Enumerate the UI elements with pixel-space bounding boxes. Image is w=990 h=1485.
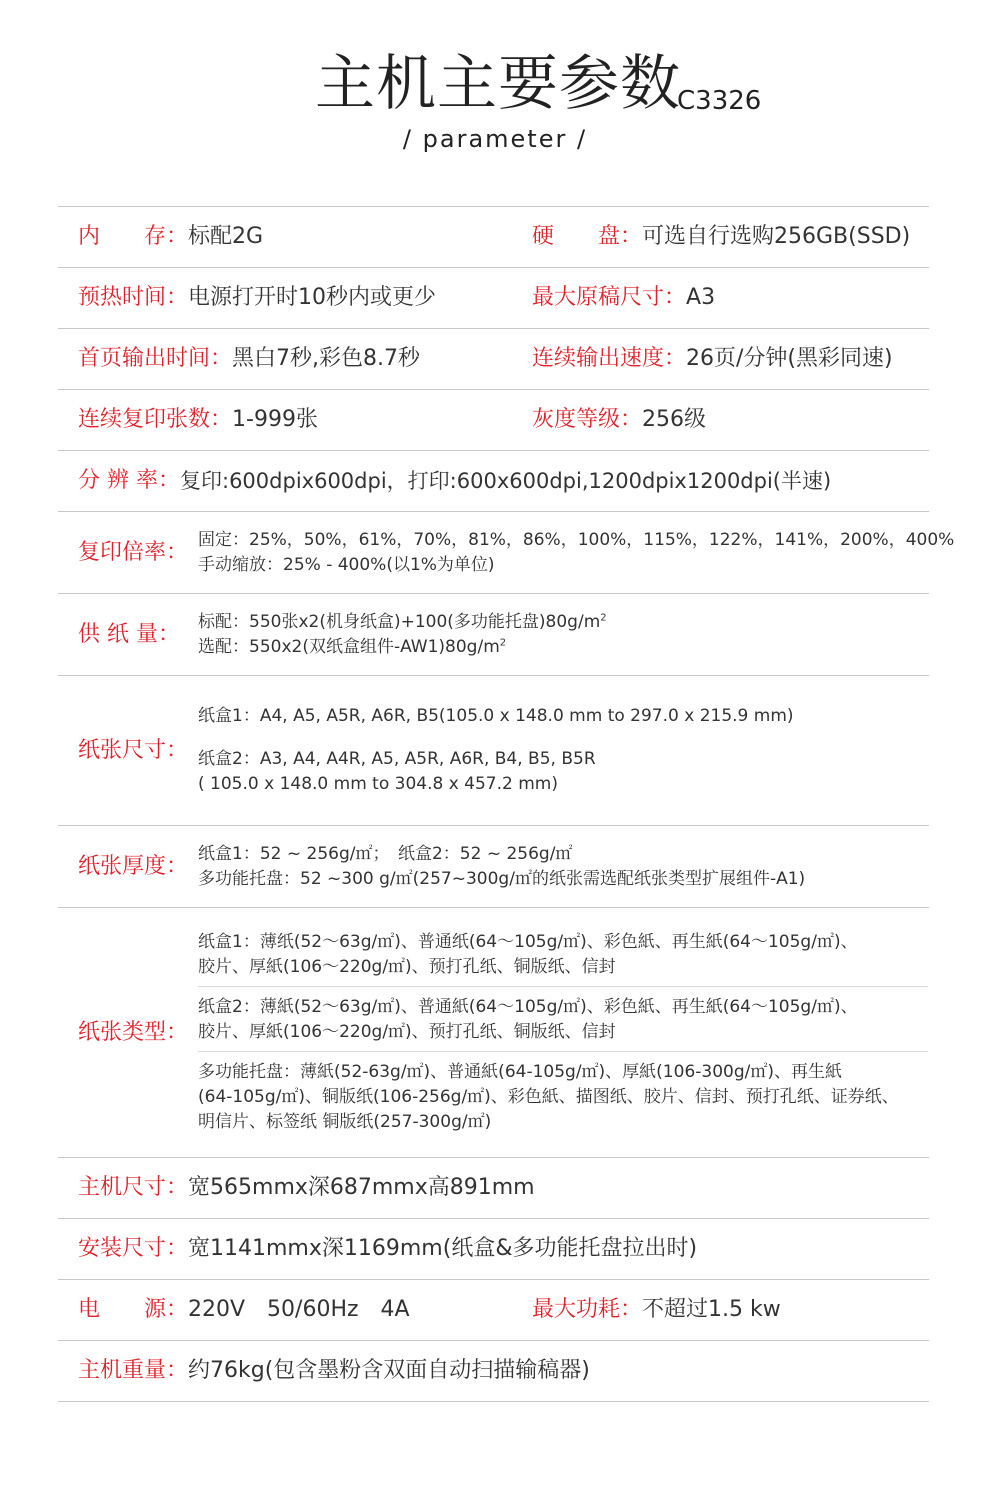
- superscript: 2: [499, 636, 507, 648]
- spec-value: 标配2G: [188, 224, 264, 249]
- spec-value-line: 纸盒1：A4, A5, A5R, A6R, B5(105.0 x 148.0 mm to 297.0 x 215.9 mm): [198, 706, 794, 726]
- spec-value: 1-999张: [232, 407, 318, 432]
- spec-memory: [78, 207, 263, 267]
- spec-warmup: [78, 268, 436, 328]
- spec-value: 可选自行选购256GB(SSD): [642, 224, 911, 249]
- spec-row-resolution: [58, 451, 929, 512]
- spec-value: 宽565mmx深687mmx高891mm: [188, 1175, 535, 1200]
- spec-value-line: 胶片、厚紙(106～220g/㎡)、预打孔纸、铜版纸、信封: [198, 1022, 616, 1042]
- spec-row-body-size: [58, 1158, 929, 1219]
- spec-value: 电源打开时10秒内或更少: [188, 285, 437, 310]
- spec-speed: [532, 329, 893, 389]
- spec-value-line: 胶片、厚紙(106～220g/㎡)、预打孔纸、铜版纸、信封: [198, 957, 616, 977]
- spec-row-warmup: [58, 268, 929, 329]
- spec-label: 灰度等级：: [532, 407, 643, 432]
- spec-max-original: [532, 268, 715, 328]
- spec-value-text: 标配：550张x2(机身纸盒)+100(多功能托盘)80g/m: [198, 611, 601, 632]
- spec-label: 连续输出速度：: [532, 346, 687, 371]
- model-number: C3326: [677, 86, 762, 116]
- spec-label: 硬 盘：: [532, 224, 643, 249]
- spec-row-memory-hdd: [58, 207, 929, 268]
- spec-row-continuous: [58, 390, 929, 451]
- spec-value: 黑白7秒,彩色8.7秒: [232, 346, 420, 371]
- spec-label: 纸张类型：: [78, 1019, 189, 1045]
- page-title: 主机主要参数: [315, 49, 681, 119]
- divider: [198, 1051, 928, 1052]
- spec-value-line: 多功能托盘：薄紙(52-63g/㎡)、普通紙(64-105g/㎡)、厚紙(106-300g/㎡)、再生紙: [198, 1062, 842, 1082]
- spec-resolution: [78, 451, 831, 511]
- spec-value: A3: [686, 285, 716, 310]
- spec-value-line: [198, 635, 607, 660]
- spec-label: 纸张厚度：: [78, 853, 189, 879]
- spec-hdd: [532, 207, 910, 267]
- spec-row-zoom: [58, 512, 955, 594]
- spec-value: 约76kg(包含墨粉含双面自动扫描输稿器): [188, 1358, 590, 1383]
- spec-value-line: 手动缩放：25% - 400%(以1%为单位): [198, 554, 495, 575]
- spec-label: 最大原稿尺寸：: [532, 285, 687, 310]
- spec-value-line: 纸盒2：薄紙(52～63g/㎡)、普通紙(64～105g/㎡)、彩色紙、再生紙(64～105g/㎡)、: [198, 997, 858, 1017]
- spec-label: 复印倍率：: [78, 539, 189, 565]
- spec-paper-type-values: [198, 908, 928, 1157]
- spec-value: 不超过1.5 kw: [642, 1297, 781, 1322]
- spec-label: 内 存：: [78, 224, 189, 249]
- spec-row-weight: [58, 1341, 929, 1402]
- spec-label-wrap: [78, 676, 188, 825]
- spec-value: 复印:600dpix600dpi，打印:600x600dpi,1200dpix1200dpi(半速): [180, 469, 832, 493]
- spec-body-size: [78, 1158, 535, 1218]
- spec-row-power: [58, 1280, 929, 1341]
- spec-label-wrap: [78, 512, 188, 593]
- spec-label-wrap: [78, 594, 180, 675]
- superscript: 2: [600, 611, 607, 623]
- spec-power: [78, 1280, 410, 1340]
- spec-label: 首页输出时间：: [78, 346, 233, 371]
- spec-label: 纸张尺寸：: [78, 737, 189, 763]
- spec-row-paper-size: [58, 676, 929, 826]
- divider: [198, 986, 928, 987]
- spec-label: 供 纸 量：: [78, 621, 180, 647]
- spec-value-line: 纸盒2：A3, A4, A4R, A5, A5R, A6R, B4, B5, B5R: [198, 749, 596, 769]
- spec-label: 最大功耗：: [532, 1297, 643, 1322]
- spec-row-paper-supply: [58, 594, 929, 676]
- spec-value: 26页/分钟(黑彩同速): [686, 346, 893, 371]
- spacer: [198, 729, 794, 747]
- spec-label: 分 辨 率：: [78, 468, 180, 493]
- spec-label: 连续复印张数：: [78, 407, 233, 432]
- spec-row-first-copy: [58, 329, 929, 390]
- spec-value-line: ( 105.0 x 148.0 mm to 304.8 x 457.2 mm): [198, 774, 558, 794]
- spec-value-line: 固定：25%，50%，61%，70%，81%，86%，100%，115%，122%，141%，200%，400%: [198, 529, 955, 550]
- spec-continuous: [78, 390, 318, 450]
- spec-row-paper-weight: [58, 826, 929, 908]
- spec-row-install-size: [58, 1219, 929, 1280]
- spec-paper-size-values: [198, 676, 794, 825]
- spec-value-line: 多功能托盘：52 ~300 g/㎡(257~300g/㎡的纸张需选配纸张类型扩展组件-A1): [198, 868, 806, 889]
- spec-label: 主机尺寸：: [78, 1175, 189, 1200]
- page-subtitle: / parameter /: [402, 125, 588, 153]
- spec-label: 电 源：: [78, 1297, 189, 1322]
- spec-gray: [532, 390, 706, 450]
- spec-max-power: [532, 1280, 781, 1340]
- spec-paper-weight-values: [198, 826, 805, 907]
- spec-value: 220V 50/60Hz 4A: [188, 1297, 410, 1322]
- spec-label: 安装尺寸：: [78, 1236, 189, 1261]
- spec-value: 宽1141mmx深1169mm(纸盒&多功能托盘拉出时): [188, 1236, 698, 1261]
- spec-first-copy: [78, 329, 420, 389]
- spec-value: 256级: [642, 407, 707, 432]
- spec-zoom-values: [198, 512, 954, 593]
- spec-label: 预热时间：: [78, 285, 189, 310]
- spec-value-text: 选配：550x2(双纸盒组件-AW1)80g/m: [198, 636, 500, 657]
- spec-value-line: [198, 610, 607, 635]
- spec-weight: [78, 1341, 590, 1401]
- spec-value-line: 纸盒1：薄纸(52～63g/㎡)、普通纸(64～105g/㎡)、彩色紙、再生紙(64～105g/㎡)、: [198, 932, 858, 952]
- spec-value-line: 纸盒1：52 ~ 256g/㎡； 纸盒2：52 ~ 256g/㎡: [198, 843, 573, 864]
- spec-install-size: [78, 1219, 697, 1279]
- spec-label-wrap: [78, 826, 188, 907]
- spec-value-line: (64-105g/㎡)、铜版纸(106-256g/㎡)、彩色紙、描图纸、胶片、信封、预打孔纸、证券纸、: [198, 1087, 899, 1107]
- spec-label: 主机重量：: [78, 1358, 189, 1383]
- header: [0, 0, 990, 190]
- spec-row-paper-type: [58, 908, 929, 1158]
- spec-paper-supply-values: [198, 594, 607, 675]
- spec-table: [58, 206, 955, 1402]
- spec-value-line: 明信片、标签纸 铜版纸(257-300g/㎡): [198, 1112, 492, 1132]
- spec-label-wrap: [78, 908, 188, 1157]
